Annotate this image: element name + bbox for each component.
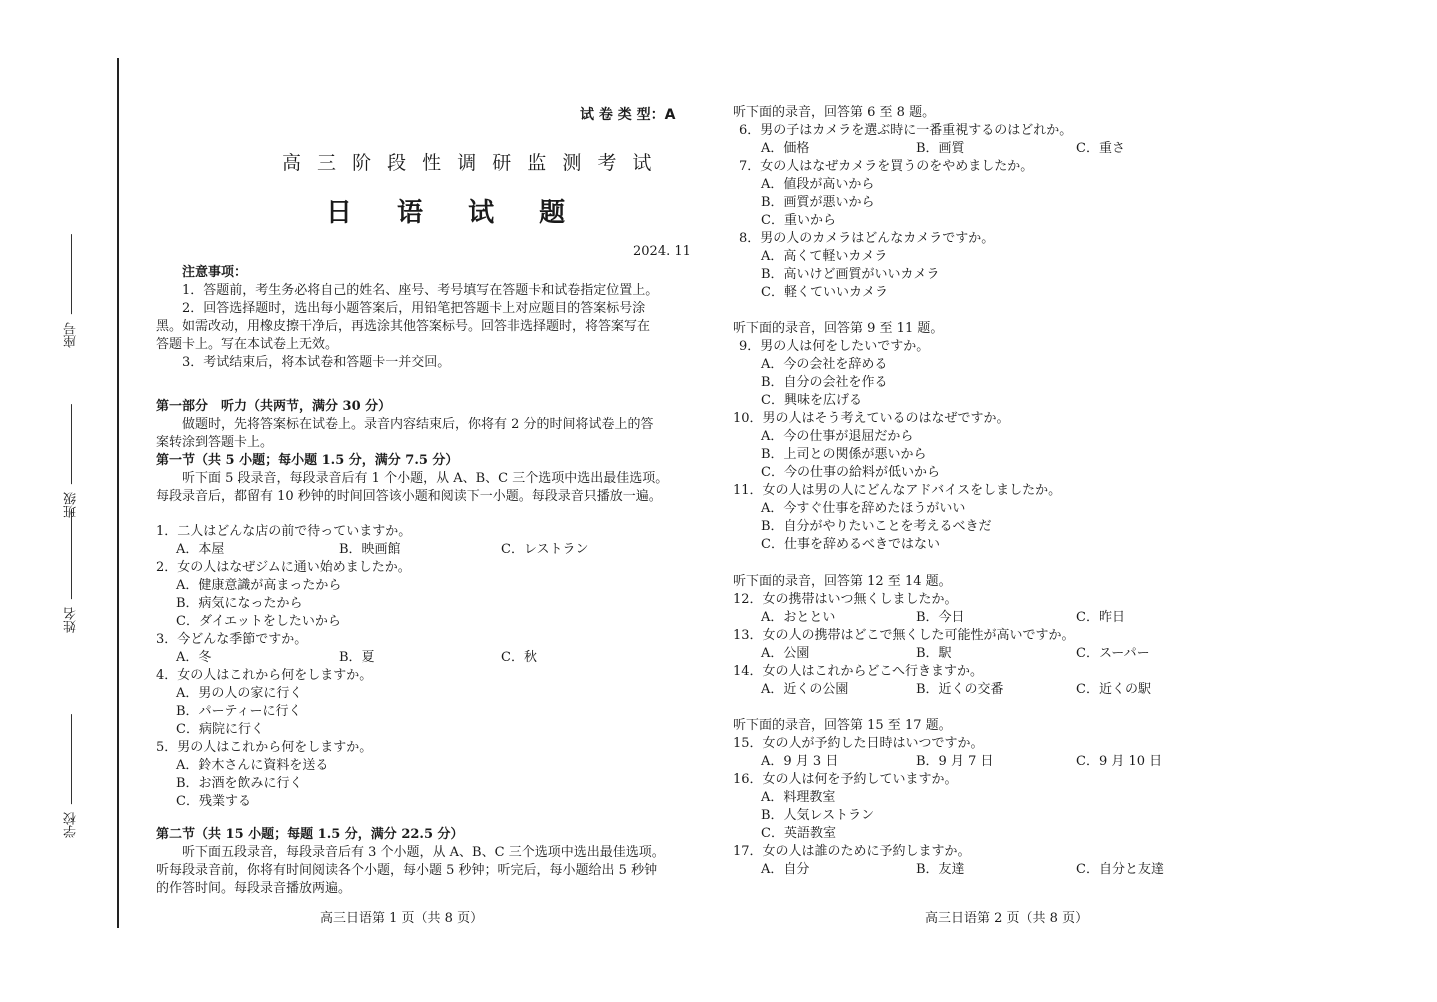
question-10: 10．男の人はそう考えているのはなぜですか。 [733,411,1010,426]
option-2a[interactable]: A．健康意識が高まったから [176,578,342,593]
notice-3: 3．考试结束后，将本试卷和答题卡一并交回。 [182,355,451,370]
option-5b[interactable]: B．お酒を飲みに行く [176,776,303,791]
name-label: 姓名 [64,607,79,634]
sec2-desc-3: 的作答时间。每段录音播放两遍。 [156,881,352,896]
option-17a[interactable]: A．自分 [761,862,810,877]
group-heading-12-14: 听下面的录音，回答第 12 至 14 题。 [733,574,952,589]
question-6: 6．男の子はカメラを選ぶ時に一番重視するのはどれか。 [739,123,1073,138]
option-9b[interactable]: B．自分の会社を作る [761,375,888,390]
seat-underline [72,234,73,314]
option-7b[interactable]: B．画質が悪いから [761,195,875,210]
name-field[interactable] [63,505,87,633]
option-11a[interactable]: A．今すぐ仕事を辞めたほうがいい [761,501,966,516]
option-6b[interactable]: B．画質 [916,141,965,156]
footer-right: 高三日语第 2 页（共 8 页） [925,911,1089,926]
option-15a[interactable]: A．9 月 3 日 [761,754,839,769]
question-16: 16．女の人は何を予約していますか。 [733,772,958,787]
option-11c[interactable]: C．仕事を辞めるべきではない [761,537,940,552]
name-underline [72,509,73,599]
option-5a[interactable]: A．鈴木さんに資料を送る [176,758,329,773]
group-9-11 [733,320,1293,554]
notice-2: 2．回答选择题时，选出每小题答案后，用铅笔把答题卡上对应题目的答案标号涂 [182,301,646,316]
options-6 [733,140,1293,158]
option-14b[interactable]: B．近くの交番 [916,682,1004,697]
part1-title: 第一部分 听力（共两节，满分 30 分） [156,399,392,414]
options-12 [733,609,1293,627]
option-17b[interactable]: B．友達 [916,862,965,877]
options-13 [733,645,1293,663]
question-4: 4．女の人はこれから何をしますか。 [156,668,373,683]
sec2-title: 第二节（共 15 小题；每题 1.5 分，满分 22.5 分） [156,827,464,842]
option-9c[interactable]: C．興味を広げる [761,393,862,408]
section2-block [156,826,696,898]
option-16b[interactable]: B．人気レストラン [761,808,875,823]
school-field[interactable] [63,710,87,838]
option-6c[interactable]: C．重さ [1076,141,1125,156]
sec2-desc-2: 听每段录音前，你将有时间阅读各个小题，每小题 5 秒钟；听完后，每小题给出 5 秒钟 [156,863,658,878]
question-11: 11．女の人は男の人にどんなアドバイスをしましたか。 [733,483,1062,498]
option-2b[interactable]: B．病気になったから [176,596,303,611]
notice-2-cont: 黑。如需改动，用橡皮擦干净后，再选涂其他答案标号。回答非选择题时，将答案写在 [156,319,651,334]
option-17c[interactable]: C．自分と友達 [1076,862,1164,877]
footer-left: 高三日语第 1 页（共 8 页） [320,911,484,926]
option-10b[interactable]: B．上司との関係が悪いから [761,447,927,462]
question-9: 9．男の人は何をしたいですか。 [739,339,930,354]
notice-title: 注意事项： [182,265,248,280]
question-7: 7．女の人はなぜカメラを買うのをやめましたか。 [739,159,1034,174]
question-5: 5．男の人はこれから何をしますか。 [156,740,373,755]
option-8b[interactable]: B．高いけど画質がいいカメラ [761,267,940,282]
seat-label: 座号 [64,322,79,349]
option-15c[interactable]: C．9 月 10 日 [1076,754,1163,769]
option-16c[interactable]: C．英語教室 [761,826,836,841]
class-underline [72,404,73,484]
part1-desc-1: 做题时，先将答案标在试卷上。录音内容结束后，你将有 2 分的时间将试卷上的答 [182,417,654,432]
question-15: 15．女の人が予約した日時はいつですか。 [733,736,984,751]
option-14a[interactable]: A．近くの公園 [761,682,849,697]
option-4a[interactable]: A．男の人の家に行く [176,686,303,701]
option-15b[interactable]: B．9 月 7 日 [916,754,994,769]
school-underline [72,714,73,804]
option-5c[interactable]: C．残業する [176,794,251,809]
question-8: 8．男の人のカメラはどんなカメラですか。 [739,231,995,246]
option-12a[interactable]: A．おととい [761,610,836,625]
question-17: 17．女の人は誰のために予約しますか。 [733,844,971,859]
option-11b[interactable]: B．自分がやりたいことを考えるべきだ [761,519,992,534]
question-1: 1．二人はどんな店の前で待っていますか。 [156,524,412,539]
group-15-17 [733,717,1293,879]
option-8c[interactable]: C．軽くていいカメラ [761,285,888,300]
option-3a[interactable]: A．冬 [176,650,212,665]
option-13a[interactable]: A．公園 [761,646,810,661]
option-7a[interactable]: A．値段が高いから [761,177,875,192]
part1-block [156,398,696,506]
exam-date: 2024. 11 [633,244,691,259]
option-3c[interactable]: C．秋 [501,650,537,665]
option-7c[interactable]: C．重いから [761,213,836,228]
options-1 [156,541,696,559]
paper-type: 试 卷 类 型：A [580,107,676,123]
question-3: 3．今どんな季節ですか。 [156,632,308,647]
sec1-title: 第一节（共 5 小题；每小题 1.5 分，满分 7.5 分） [156,453,459,468]
notice-2-cont2: 答题卡上。写在本试卷上无效。 [156,337,339,352]
group-heading-6-8: 听下面的录音，回答第 6 至 8 题。 [733,105,936,120]
question-2: 2．女の人はなぜジムに通い始めましたか。 [156,560,411,575]
option-8a[interactable]: A．高くて軽いカメラ [761,249,888,264]
group-6-8 [733,104,1293,302]
option-9a[interactable]: A．今の会社を辞める [761,357,888,372]
option-2c[interactable]: C．ダイエットをしたいから [176,614,341,629]
sec1-desc-2: 每段录音后，都留有 10 秒钟的时间回答该小题和阅读下一小题。每段录音只播放一遍。 [156,489,662,504]
class-label: 班级 [64,492,79,519]
options-3 [156,649,696,667]
notice-block [156,264,696,372]
group-12-14 [733,573,1293,699]
seat-field[interactable] [63,230,87,348]
school-label: 学校 [64,812,79,839]
sec2-desc-1: 听下面五段录音，每段录音后有 3 个小题，从 A、B、C 三个选项中选出最佳选项。 [182,845,665,860]
question-12: 12．女の携帯はいつ無くしましたか。 [733,592,958,607]
subject-title: 日 语 试 题 [326,198,584,228]
option-10c[interactable]: C．今の仕事の給料が低いから [761,465,940,480]
options-15 [733,753,1293,771]
notice-1: 1．答题前，考生务必将自己的姓名、座号、考号填写在答题卡和试卷指定位置上。 [182,283,659,298]
option-1a[interactable]: A．本屋 [176,542,225,557]
option-3b[interactable]: B．夏 [339,650,375,665]
option-13c[interactable]: C．スーパー [1076,646,1150,661]
option-16a[interactable]: A．料理教室 [761,790,836,805]
option-12c[interactable]: C．昨日 [1076,610,1125,625]
question-13: 13．女の人の携帯はどこで無くした可能性が高いですか。 [733,628,1075,643]
sec1-desc-1: 听下面 5 段录音，每段录音后有 1 个小题，从 A、B、C 三个选项中选出最佳选项。 [182,471,669,486]
option-13b[interactable]: B．駅 [916,646,952,661]
binding-line [117,58,119,928]
options-14 [733,681,1293,699]
question-14: 14．女の人はこれからどこへ行きますか。 [733,664,984,679]
option-10a[interactable]: A．今の仕事が退屈だから [761,429,914,444]
option-1b[interactable]: B．映画館 [339,542,401,557]
class-field[interactable] [63,400,87,518]
exam-title: 高 三 阶 段 性 调 研 监 测 考 试 [282,152,657,174]
option-14c[interactable]: C．近くの駅 [1076,682,1151,697]
options-17 [733,861,1293,879]
option-4c[interactable]: C．病院に行く [176,722,264,737]
section1-questions [156,523,696,811]
part1-desc-2: 案转涂到答题卡上。 [156,435,274,450]
option-4b[interactable]: B．パーティーに行く [176,704,302,719]
option-12b[interactable]: B．今日 [916,610,965,625]
option-1c[interactable]: C．レストラン [501,542,589,557]
group-heading-9-11: 听下面的录音，回答第 9 至 11 题。 [733,321,944,336]
group-heading-15-17: 听下面的录音，回答第 15 至 17 题。 [733,718,952,733]
option-6a[interactable]: A．価格 [761,141,810,156]
